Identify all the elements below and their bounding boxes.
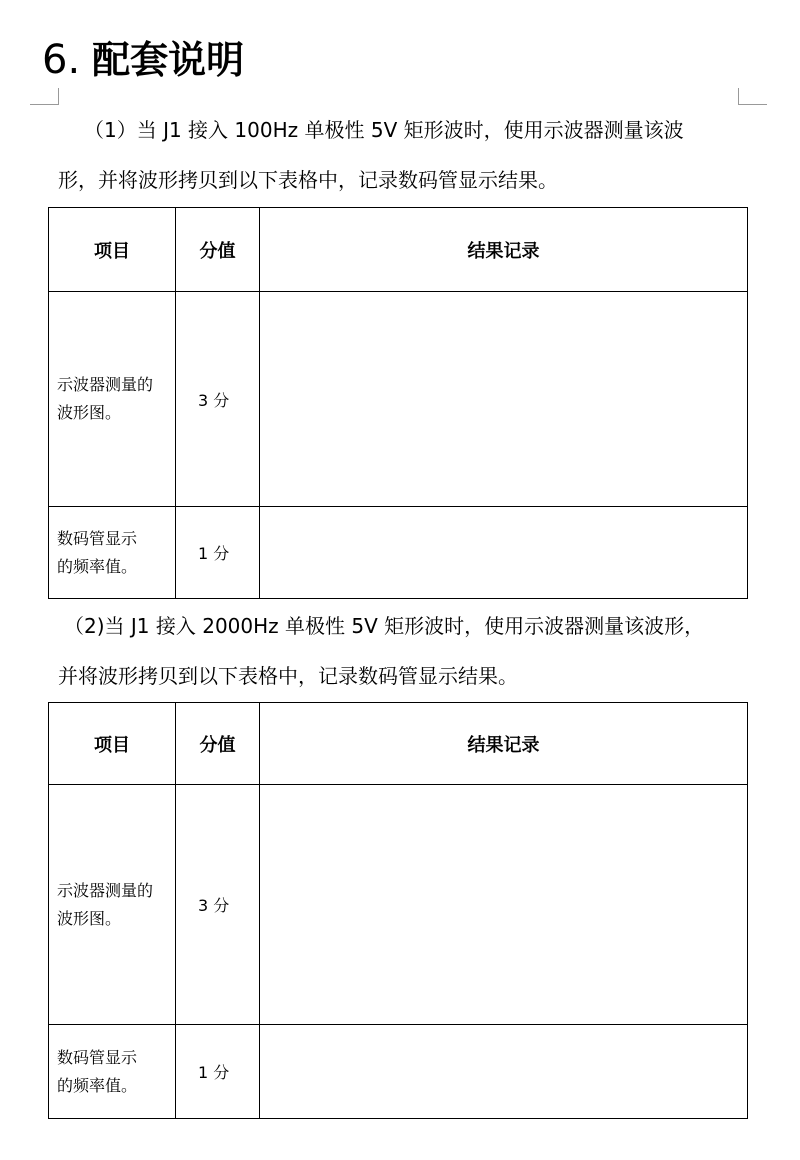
score-cell: 3 分	[176, 292, 260, 507]
section2-paragraph-line2: 并将波形拷贝到以下表格中，记录数码管显示结果。	[58, 664, 518, 688]
table-header-row	[49, 703, 748, 785]
result-cell-waveform[interactable]	[260, 785, 748, 1025]
item-label-line1: 示波器测量的	[57, 880, 154, 900]
section2-paragraph-line1: （2)当 J1 接入 2000Hz 单极性 5V 矩形波时，使用示波器测量该波形，	[64, 614, 705, 638]
section-heading	[42, 32, 244, 88]
margin-corner-left	[30, 88, 59, 105]
heading-number: 6	[42, 37, 68, 83]
item-label-line2: 的频率值。	[57, 1075, 138, 1095]
section1-paragraph-line2: 形，并将波形拷贝到以下表格中，记录数码管显示结果。	[58, 168, 558, 192]
item-cell	[49, 785, 176, 1025]
section1-record-table	[48, 207, 748, 599]
table-row	[49, 1025, 748, 1119]
header-score: 分值	[176, 703, 260, 785]
heading-dot: .	[67, 37, 81, 83]
score-cell: 1 分	[176, 507, 260, 599]
score-cell: 3 分	[176, 785, 260, 1025]
result-cell-frequency[interactable]	[260, 507, 748, 599]
item-label-line2: 波形图。	[57, 403, 122, 422]
heading-title: 配套说明	[92, 38, 245, 82]
section1-paragraph-line1: （1）当 J1 接入 100Hz 单极性 5V 矩形波时，使用示波器测量该波	[84, 118, 684, 142]
item-label-line2: 的频率值。	[57, 556, 138, 576]
item-label-line2: 波形图。	[57, 908, 122, 928]
item-cell	[49, 1025, 176, 1119]
item-label-line1: 示波器测量的	[57, 375, 154, 394]
table-row	[49, 507, 748, 599]
header-item: 项目	[49, 703, 176, 785]
result-cell-waveform[interactable]	[260, 292, 748, 507]
result-cell-frequency[interactable]	[260, 1025, 748, 1119]
header-result: 结果记录	[260, 208, 748, 292]
header-result: 结果记录	[260, 703, 748, 785]
item-label-line1: 数码管显示	[57, 528, 138, 548]
section2-record-table	[48, 702, 748, 1119]
header-score: 分值	[176, 208, 260, 292]
header-item: 项目	[49, 208, 176, 292]
table-header-row	[49, 208, 748, 292]
table-row	[49, 785, 748, 1025]
margin-corner-right	[738, 88, 767, 105]
item-label-line1: 数码管显示	[57, 1047, 138, 1067]
score-cell: 1 分	[176, 1025, 260, 1119]
item-cell	[49, 292, 176, 507]
table-row	[49, 292, 748, 507]
item-cell	[49, 507, 176, 599]
